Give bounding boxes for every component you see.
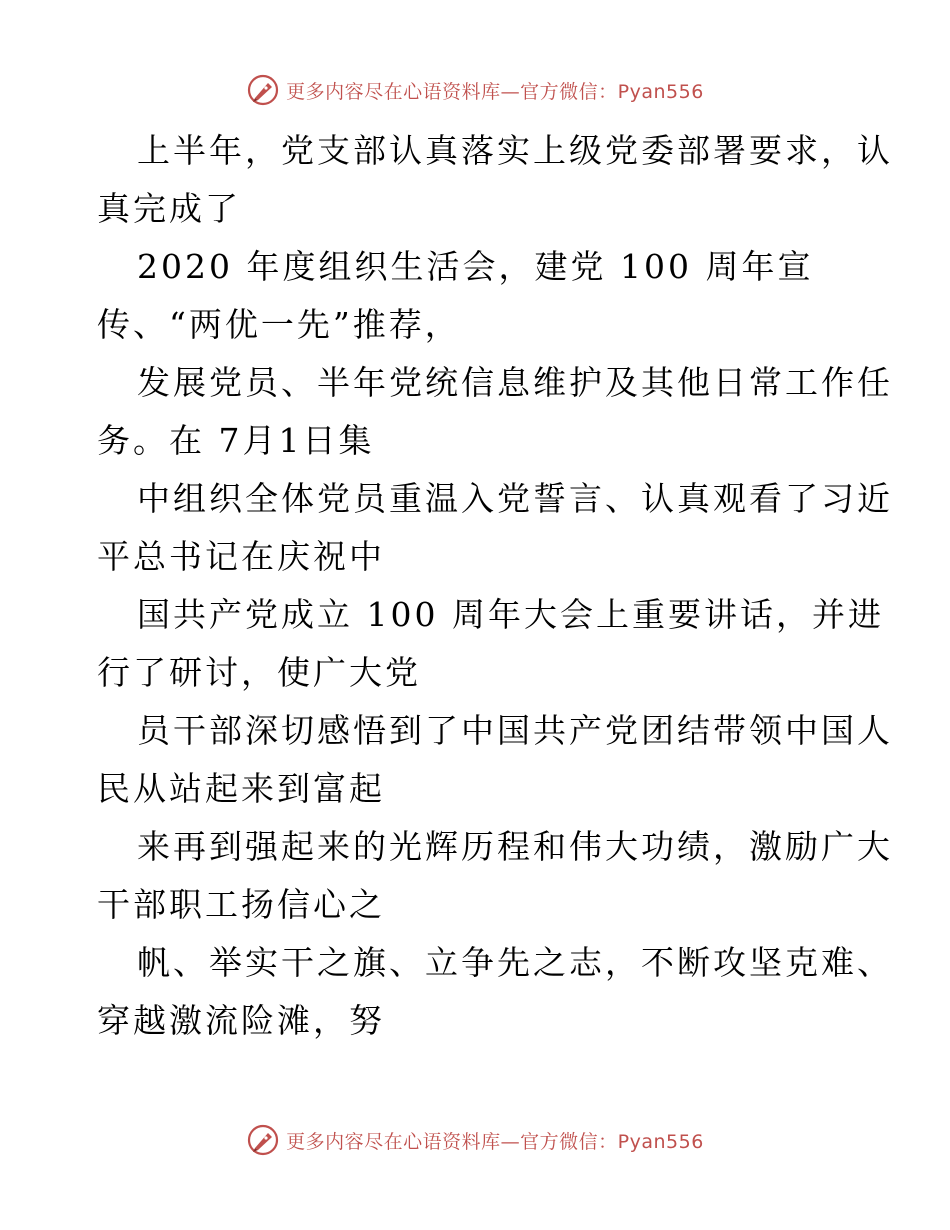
text-line: 2020 年度组织生活会，建党 100 周年宣 xyxy=(137,247,814,286)
text-line: 干部职工扬信心之 xyxy=(97,885,385,924)
header-banner xyxy=(0,70,950,110)
text-line: 发展党员、半年党统信息维护及其他日常工作任 xyxy=(137,363,893,402)
text-line: 中组织全体党员重温入党誓言、认真观看了习近 xyxy=(137,479,893,518)
document-body xyxy=(97,122,893,1050)
text-line: 传、“两优一先”推荐， xyxy=(97,305,461,344)
text-line: 民从站起来到富起 xyxy=(97,769,385,808)
text-line: 平总书记在庆祝中 xyxy=(97,537,385,576)
text-line: 穿越激流险滩，努 xyxy=(97,1001,385,1040)
footer-wechat-id: Pyan556 xyxy=(617,1130,704,1153)
text-line: 来再到强起来的光辉历程和伟大功绩，激励广大 xyxy=(137,827,893,866)
text-line: 真完成了 xyxy=(97,189,241,228)
footer-banner xyxy=(0,1120,950,1160)
text-line: 务。在 7月1日集 xyxy=(97,421,375,460)
pen-nib-logo-icon xyxy=(246,1123,280,1157)
text-line: 行了研讨，使广大党 xyxy=(97,653,421,692)
header-text: 更多内容尽在心语资料库—官方微信：Pyan556 xyxy=(286,80,704,103)
footer-text: 更多内容尽在心语资料库—官方微信：Pyan556 xyxy=(286,1130,704,1153)
text-line: 员干部深切感悟到了中国共产党团结带领中国人 xyxy=(137,711,893,750)
header-wechat-id: Pyan556 xyxy=(617,80,704,103)
pen-nib-logo-icon xyxy=(246,73,280,107)
text-line: 上半年，党支部认真落实上级党委部署要求，认 xyxy=(137,131,893,170)
text-line: 帆、举实干之旗、立争先之志，不断攻坚克难、 xyxy=(137,943,893,982)
text-line: 国共产党成立 100 周年大会上重要讲话，并进 xyxy=(137,595,884,634)
